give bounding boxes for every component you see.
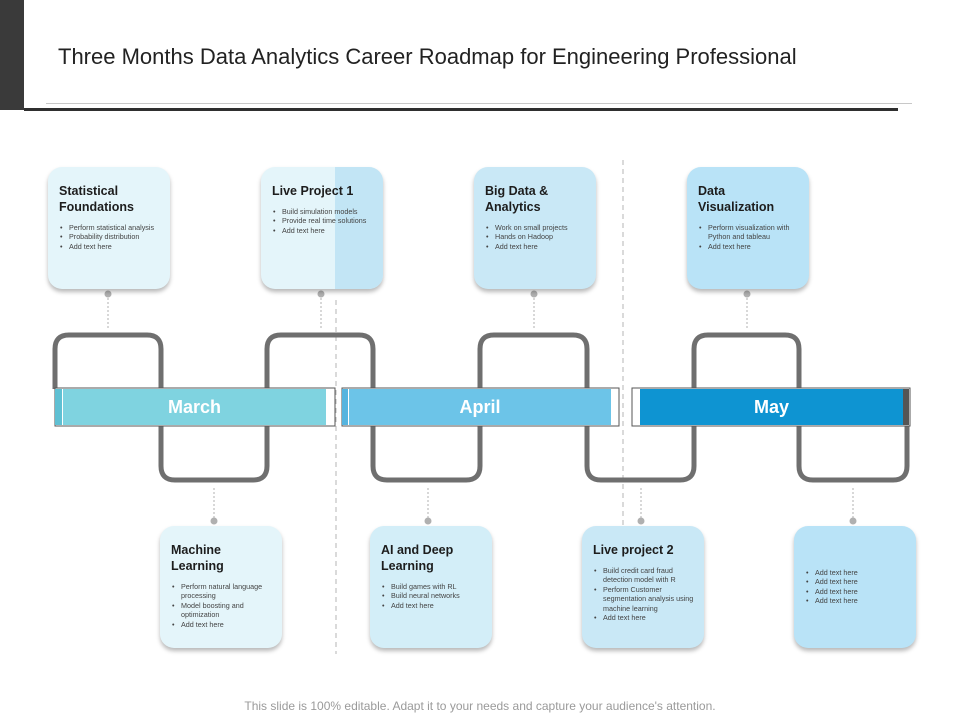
card-data-visualization [687, 167, 809, 289]
card-bullets [805, 568, 908, 606]
card-bullet: • Build neural networks [391, 591, 484, 600]
card-bullet: • Add text here [495, 242, 588, 251]
card-bullet: • Perform natural language processing [181, 582, 274, 601]
card-ai-deep-learning [370, 526, 492, 648]
card-placeholder [794, 526, 916, 648]
card-bullet: • Add text here [181, 620, 274, 629]
card-bullet: • Model boosting and optimization [181, 601, 274, 620]
card-bullet: • Add text here [815, 587, 908, 596]
card-bullet: • Build credit card fraud detection model with R [603, 566, 696, 585]
card-bullet: • Add text here [815, 577, 908, 586]
slide-footer: This slide is 100% editable. Adapt it to your needs and capture your audience's attention. [244, 699, 716, 713]
card-bullets [59, 223, 162, 251]
card-bullet: • Perform visualization with Python and tableau [708, 223, 801, 242]
connector-dot-bottom-4 [850, 518, 857, 525]
card-bullets [593, 566, 696, 622]
month-label-march: March [167, 396, 221, 417]
card-bullet: • Perform Customer segmentation analysis using machine learning [603, 585, 696, 613]
connector-dot-bottom-3 [638, 518, 645, 525]
connector-dot-bottom-2 [425, 518, 432, 525]
card-bullet: • Work on small projects [495, 223, 588, 232]
card-bullet: • Add text here [815, 596, 908, 605]
card-bullets [171, 582, 274, 629]
card-bullet: • Hands on Hadoop [495, 232, 588, 241]
card-title: Big Data & Analytics [485, 184, 549, 214]
card-machine-learning [160, 526, 282, 648]
card-title: Data Visualization [698, 184, 775, 214]
card-live-project-2 [582, 526, 704, 648]
connector-dot-bottom-1 [211, 518, 218, 525]
card-title: Live Project 1 [272, 184, 354, 198]
month-bar-may [640, 389, 903, 425]
card-bullet: • Build games with RL [391, 582, 484, 591]
month-edge-may [903, 389, 909, 425]
card-bullet: • Add text here [708, 242, 801, 251]
month-bar-march [63, 389, 326, 425]
card-bullets [485, 223, 588, 251]
connector-dot-top-1 [105, 291, 112, 298]
connector-dot-top-3 [531, 291, 538, 298]
card-bullets [272, 207, 375, 235]
month-label-april: April [459, 396, 501, 417]
card-title: Statistical Foundations [59, 184, 134, 214]
card-bullet: • Build simulation models [282, 207, 375, 216]
card-statistical-foundations [48, 167, 170, 289]
connector-dot-top-4 [744, 291, 751, 298]
card-live-project-1 [261, 167, 383, 289]
card-bullets [698, 223, 801, 251]
card-title: AI and Deep Learning [381, 543, 454, 573]
card-bullets [381, 582, 484, 610]
card-bullet: • Add text here [815, 568, 908, 577]
month-edge-april [342, 389, 348, 425]
card-big-data-analytics [474, 167, 596, 289]
month-bar-april [349, 389, 611, 425]
month-edge-march [55, 389, 62, 425]
card-bullet: • Add text here [603, 613, 696, 622]
month-label-may: May [753, 396, 789, 417]
slide-title: Three Months Data Analytics Career Roadmap for Engineering Professional [58, 44, 797, 69]
card-bullet: • Probability distribution [69, 232, 162, 241]
card-title: Machine Learning [171, 543, 224, 573]
card-title: Live project 2 [593, 543, 674, 557]
card-bullet: • Add text here [282, 226, 375, 235]
card-bullet: • Add text here [69, 242, 162, 251]
card-bullet: • Perform statistical analysis [69, 223, 162, 232]
connector-dot-top-2 [318, 291, 325, 298]
card-bullet: • Provide real time solutions [282, 216, 375, 225]
card-bullet: • Add text here [391, 601, 484, 610]
